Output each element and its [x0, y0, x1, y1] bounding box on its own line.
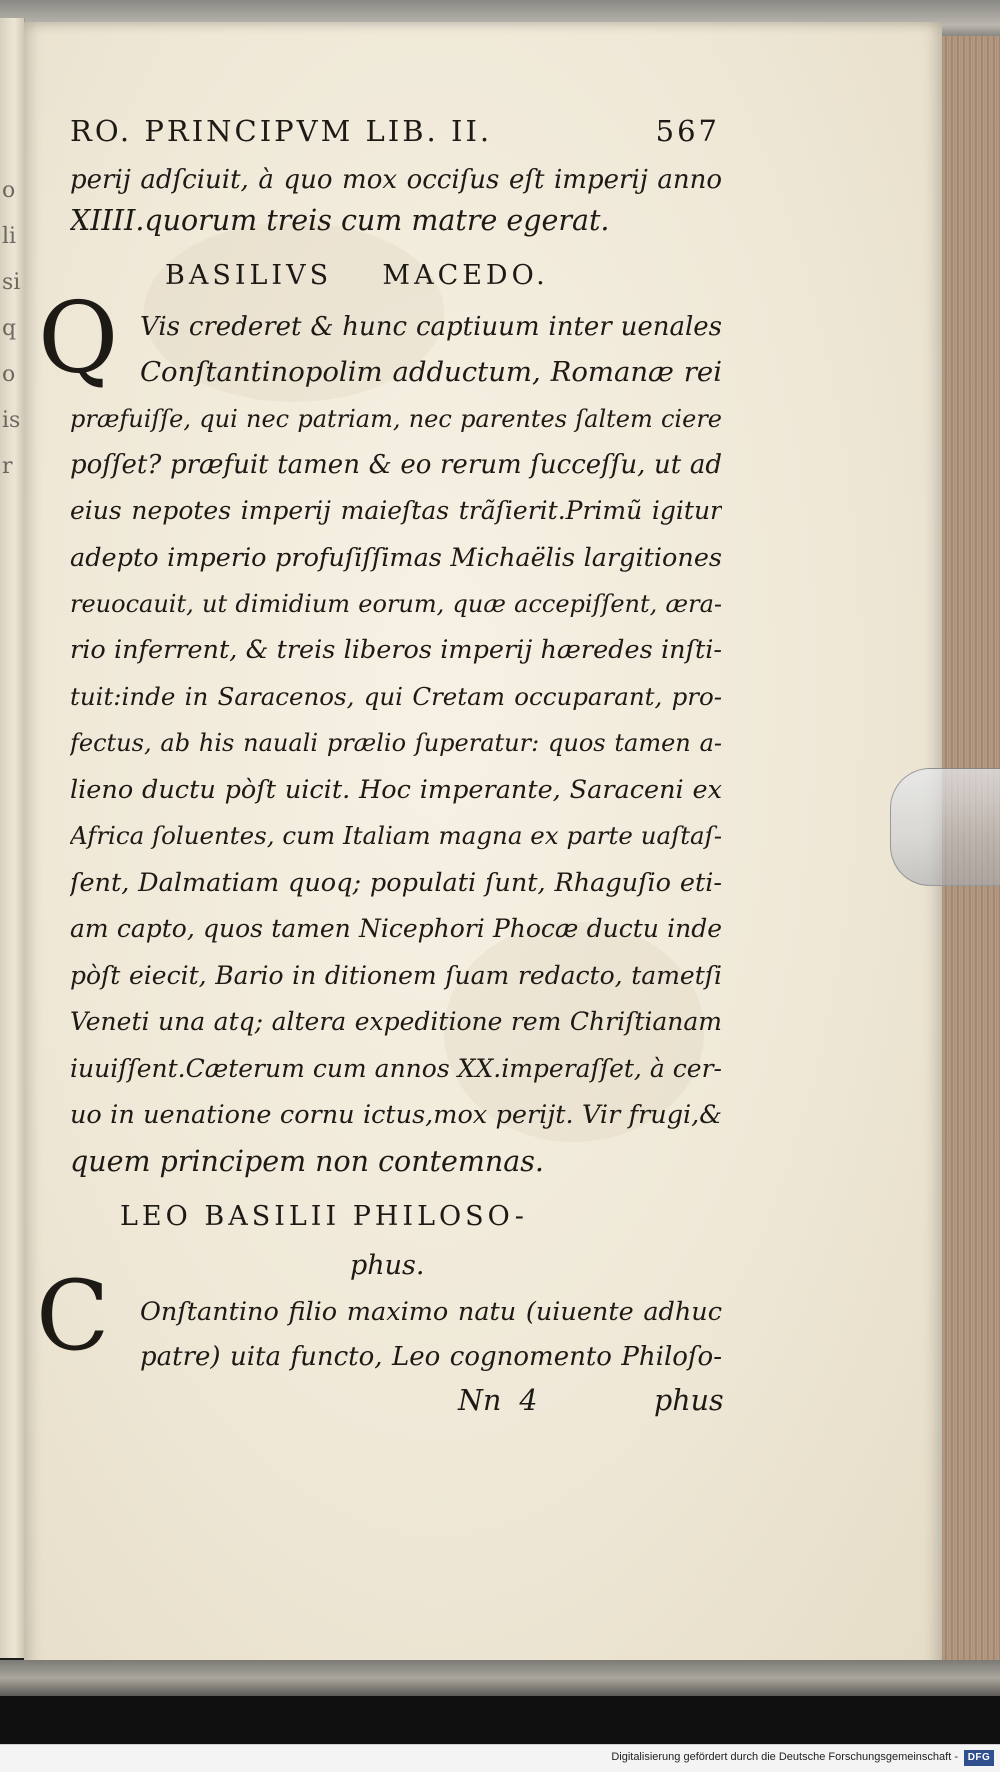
text-line: tuit:inde in Saracenos, qui Cretam occuparant, pro-: [70, 682, 722, 711]
footer-strip: [0, 1744, 1000, 1772]
text-line: lieno ductu pòſt uicit. Hoc imperante, Saraceni ex: [70, 775, 722, 805]
text-line: eius nepotes imperij maieſtas trãſierit.Primũ igitur: [70, 496, 722, 525]
text-line: am capto, quos tamen Nicephori Phocæ ductu inde: [70, 914, 722, 943]
drop-cap-q: Q: [38, 282, 119, 396]
scan-background: [0, 1696, 1000, 1744]
text-line: pòſt eiecit, Bario in ditionem ſuam redacto, tametſi: [70, 961, 722, 990]
text-line: uo in uenatione cornu ictus,mox perijt. Vir frugi,&: [70, 1100, 722, 1130]
section-heading-leo: LEO BASILII PHILOSO-: [120, 1201, 528, 1232]
page-clip: [890, 768, 1000, 886]
text-line: Africa ſoluentes, cum Italiam magna ex parte uaſtaſ-: [70, 821, 722, 850]
text-line: XIIII.quorum treis cum matre egerat.: [70, 204, 610, 237]
footer-credit: Digitalisierung gefördert durch die Deutsche Forschungsgemeinschaft -: [611, 1751, 958, 1763]
text-line: poſſet? præfuit tamen & eo rerum ſucceſſu, ut ad: [70, 450, 722, 480]
text-line: perij adſciuit, à quo mox occiſus eſt imperij anno: [70, 165, 722, 195]
text-line: adepto imperio profuſiſſimas Michaëlis largitiones: [70, 543, 722, 573]
text-line: ſent, Dalmatiam quoq; populati ſunt, Rhaguſio eti-: [70, 868, 722, 898]
text-line: patre) uita functo, Leo cognomento Philoſo-: [140, 1342, 722, 1372]
text-line: iuuiſſent.Cæterum cum annos XX.imperaſſet, à cer-: [70, 1054, 722, 1083]
text-line: rio inferrent, & treis liberos imperij hæredes inſti-: [70, 635, 722, 665]
book-bottom-rim: [0, 1660, 1000, 1696]
previous-page-edge: [0, 18, 25, 1658]
drop-cap-c: C: [36, 1260, 110, 1372]
text-line: Veneti una atq; altera expeditione rem Chriſtianam: [70, 1007, 722, 1036]
text-line: Vis crederet & hunc captiuum inter uenales: [140, 312, 722, 342]
dfg-logo-icon: DFG: [964, 1750, 994, 1766]
running-head-title: RO. PRINCIPVM LIB. II.: [70, 114, 493, 148]
text-line: reuocauit, ut dimidium eorum, quæ accepiſſent, æra-: [70, 590, 722, 618]
page-number: 567: [655, 114, 720, 148]
previous-page-fragments: olisiqoisr: [2, 178, 21, 479]
text-line: quem principem non contemnas.: [70, 1145, 544, 1178]
running-head: [70, 114, 720, 154]
text-line: Conſtantinopolim adductum, Romanæ rei: [140, 356, 722, 388]
section-heading-basilius: BASILIVS MACEDO.: [165, 260, 549, 291]
signature-mark: Nn 4: [458, 1384, 538, 1417]
text-line: Onſtantino filio maximo natu (uiuente adhuc: [140, 1297, 722, 1327]
text-line: fectus, ab his nauali prælio ſuperatur: quos tamen a-: [70, 729, 722, 757]
section-heading-leo-continuation: phus.: [350, 1250, 425, 1281]
catchword: phus: [654, 1384, 724, 1417]
text-line: præfuiſſe, qui nec patriam, nec parentes ſaltem ciere: [70, 405, 722, 433]
